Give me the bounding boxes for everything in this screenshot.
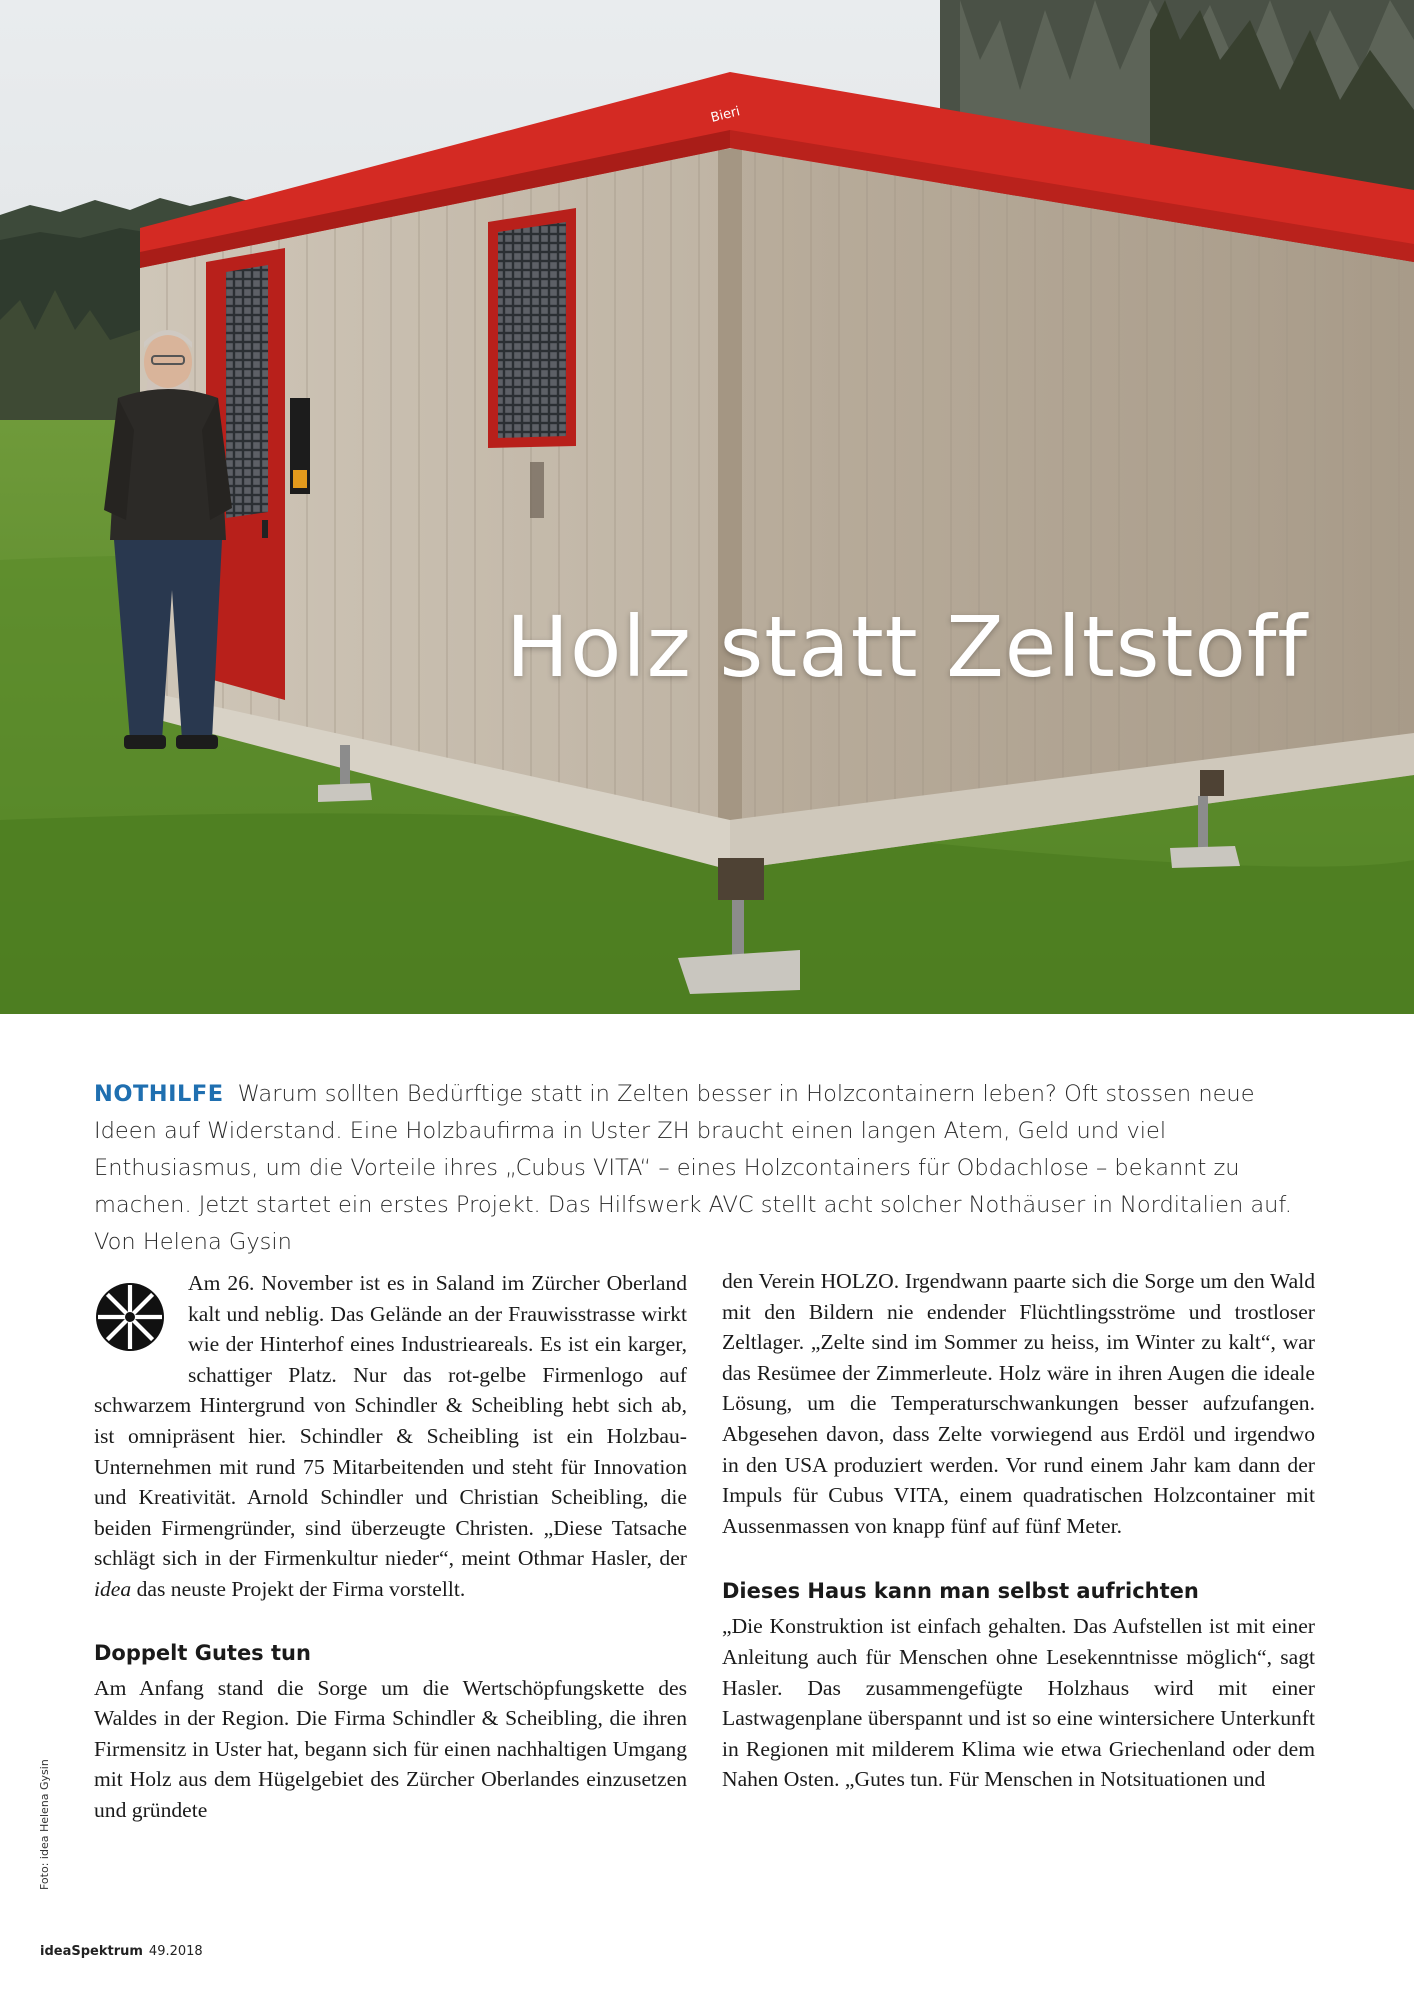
subheading-haus-aufrichten: Dieses Haus kann man selbst aufrichten	[722, 1579, 1199, 1604]
paragraph-konstruktion: „Die Konstruktion ist einfach gehalten. Das Aufstellen ist mit einer Anleitung auch für Menschen ohne Lesekenntnisse möglich“, sagt Hasler. Das zusammengefügte Holzhaus wird mit einer Lastwagenplane überspannt und ist so eine wintersichere Unterkunft in Regionen mit milderem Klima wie etwa Griechenland oder dem Nahen Osten. „Gutes tun. Für Menschen in Notsituationen und	[722, 1614, 1315, 1792]
section-kicker: NOTHILFE	[94, 1081, 224, 1107]
article-column-left	[94, 1268, 687, 1826]
magazine-name: ideaSpektrum	[40, 1944, 143, 1959]
issue-number: 49.2018	[148, 1944, 203, 1959]
lead-text: Warum sollten Bedürftige statt in Zelten besser in Holzcontainern leben? Oft stossen neue Ideen auf Widerstand. Eine Holzbaufirma in Uster ZH braucht einen langen Atem, Geld und viel Enthusiasmus, um die Vorteile ihres „Cubus VITA“ – eines Holzcontainers für Obdachlose – bekannt zu machen. Jetzt startet ein erstes Projekt. Das Hilfswerk AVC stellt acht solcher Nothäuser in Norditalien auf. Von Helena Gysin	[94, 1081, 1292, 1255]
article-column-right	[722, 1268, 1315, 1795]
paragraph-doppelt: Am Anfang stand die Sorge um die Wertschöpfungskette des Waldes in der Region. Die Firma Schindler & Scheibling, die ihren Firmensitz in Uster hat, begann sich für einen nachhaltigen Umgang mit Holz aus dem Hügelgebiet des Zürcher Oberlandes einzusetzen und gründete	[94, 1675, 687, 1822]
idea-sunburst-icon	[94, 1274, 166, 1360]
headline: Holz statt Zeltstoff	[505, 598, 1308, 696]
page-footer	[40, 1944, 203, 1959]
tarp-label: Bieri	[709, 104, 742, 126]
lead-paragraph	[94, 1076, 1314, 1261]
photo-credit: Foto: idea Helena Gysin	[38, 1759, 51, 1890]
paragraph-doppelt-continued: den Verein HOLZO. Irgendwann paarte sich die Sorge um den Wald mit den Bildern nie endender Flüchtlingsströme und trostloser Zeltlager. „Zelte sind im Sommer zu heiss, im Winter zu kalt“, war das Resümee der Zimmerleute. Holz wäre in ihren Augen die ideale Lösung, um die Temperaturschwankungen besser aufzufangen. Abgesehen davon, dass Zelte vorwiegend aus Erdöl und irgendwo in den USA produziert werden. Vor rund einem Jahr kam dann der Impuls für Cubus VITA, einem quadratischen Holzcontainer mit Aussenmassen von knapp fünf auf fünf Meter.	[722, 1269, 1315, 1538]
paragraph-intro: Am 26. November ist es in Saland im Zürcher Oberland kalt und neblig. Das Gelände an der Frauwisstrasse wirkt wie der Hinterhof eines Industrieareals. Es ist ein karger, schattiger Platz. Nur das rot-gelbe Firmenlogo auf schwarzem Hintergrund von Schindler & Scheibling hebt sich ab, ist omnipräsent hier. Schindler & Scheibling ist ein Holzbau-Unternehmen mit rund 75 Mitarbeitenden und steht für Innovation und Kreativität. Arnold Schindler und Christian Scheibling, die beiden Firmengründer, sind überzeugte Christen. „Diese Tatsache schlägt sich in der Firmenkultur nieder“, meint Othmar Hasler, der idea das neuste Projekt der Firma vorstellt.	[94, 1271, 687, 1601]
subheading-doppelt-gutes-tun: Doppelt Gutes tun	[94, 1640, 311, 1665]
